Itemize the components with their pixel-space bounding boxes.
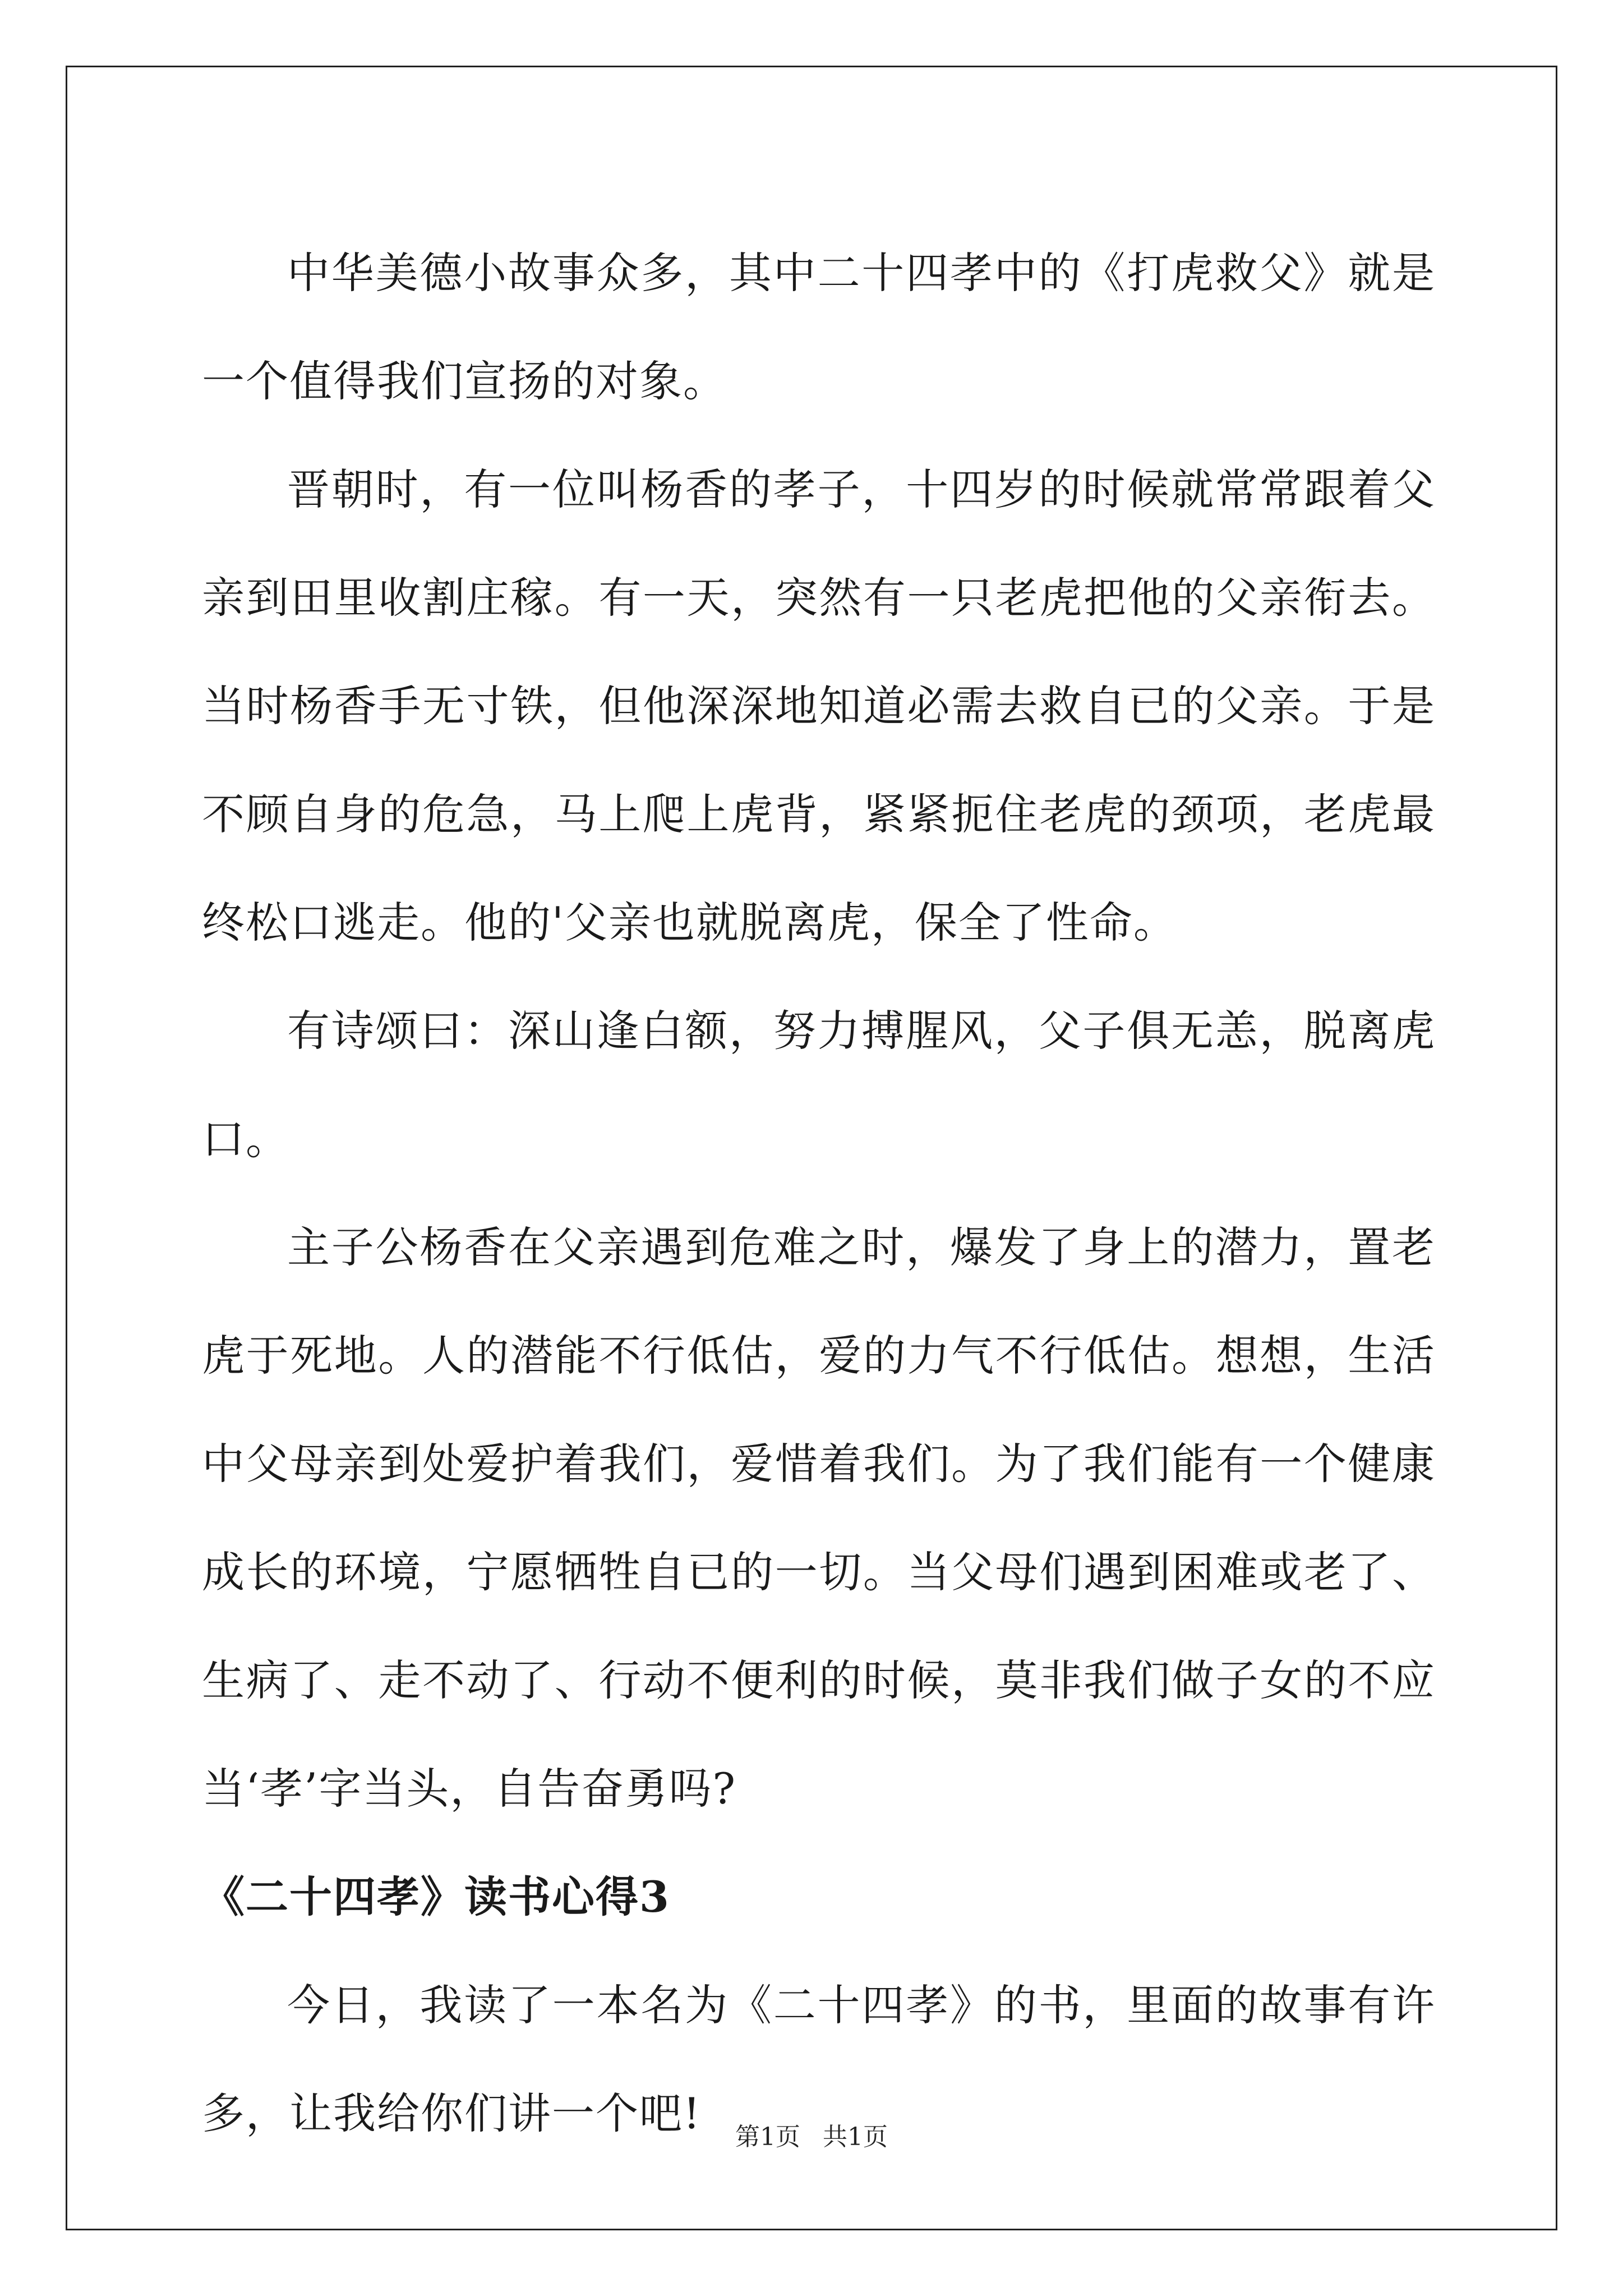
paragraph-reflection: 主子公杨香在父亲遇到危难之时，爆发了身上的潜力，置老虎于死地。人的潜能不行低估，爱的力气不行低估。想想，生活中父母亲到处爱护着我们，爱惜着我们。为了我们能有一个健康成长的环境，宁愿牺牲自已的一切。当父母们遇到困难或老了、生病了、走不动了、行动不便利的时候，莫非我们做子女的不应当‘孝’字当头，自告奋勇吗? — [202, 1222, 1436, 1814]
section-heading: 《二十四孝》读书心得3 — [202, 1872, 670, 1922]
document-body — [202, 219, 1436, 2168]
page-number: 第1页 — [735, 2123, 800, 2151]
paragraph-intro: 中华美德小故事众多，其中二十四孝中的《打虎救父》就是一个值得我们宣扬的对象。 — [202, 248, 1436, 406]
page-footer — [0, 2120, 1623, 2154]
paragraph-story: 晋朝时，有一位叫杨香的孝子，十四岁的时候就常常跟着父亲到田里收割庄稼。有一天，突然有一只老虎把他的父亲衔去。当时杨香手无寸铁，但他深深地知道必需去救自已的父亲。于是不顾自身的危急，马上爬上虎背，紧紧扼住老虎的颈项，老虎最终松口逃走。他的'父亲也就脱离虎，保全了性命。 — [202, 464, 1436, 947]
paragraph-poem: 有诗颂曰：深山逢白额，努力搏腥风，父子俱无恙，脱离虎口。 — [202, 1006, 1436, 1164]
page-total: 共1页 — [823, 2123, 888, 2151]
paragraph-section-intro: 今日，我读了一本名为《二十四孝》的书，里面的故事有许多，让我给你们讲一个吧! — [202, 1980, 1436, 2138]
